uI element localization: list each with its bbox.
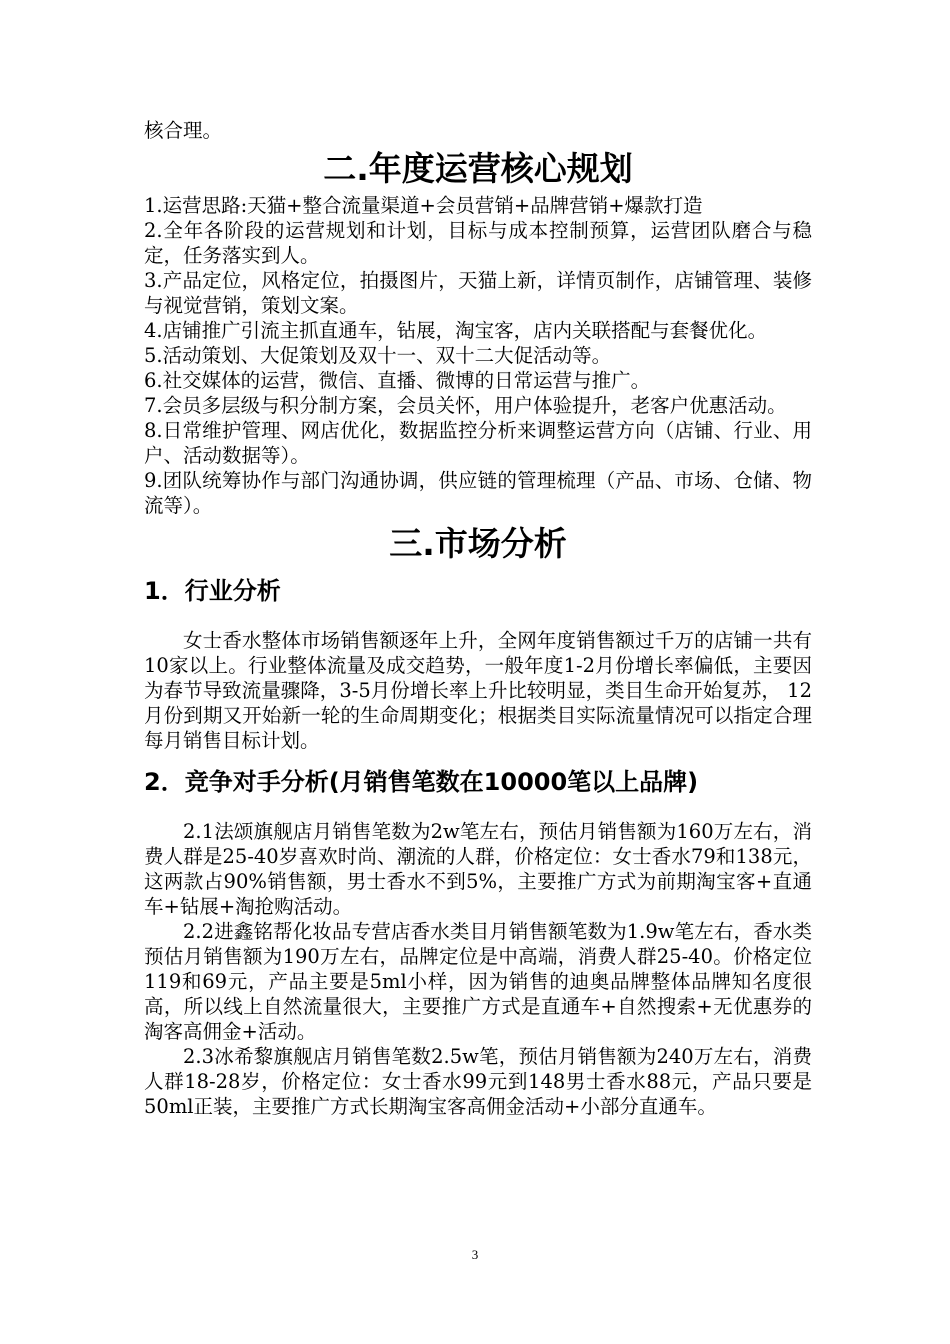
competitor-para-1: 2.1法颂旗舰店月销售笔数为2w笔左右，预估月销售额为160万左右，消费人群是25-40岁喜欢时尚、潮流的人群，价格定位：女士香水79和138元，这两款占90%销售额，男士香水不到5%，主要推广方式为前期淘宝客+直通车+钻展+淘抢购活动。 xyxy=(144,820,812,918)
competitor-para-3: 2.3冰希黎旗舰店月销售笔数2.5w笔，预估月销售额为240万左右，消费人群18-28岁，价格定位：女士香水99元到148男士香水88元，产品只要是50ml正装，主要推广方式长期淘宝客高佣金活动+小部分直通车。 xyxy=(144,1045,812,1118)
intro-tail-text: 核合理。 xyxy=(144,119,223,142)
plan-item-9: 9.团队统筹协作与部门沟通协调，供应链的管理梳理（产品、市场、仓储、物流等）。 xyxy=(144,469,812,517)
competitor-analysis-heading: 2．竞争对手分析(月销售笔数在10000笔以上品牌) xyxy=(144,768,699,796)
plan-item-3: 3.产品定位，风格定位，拍摄图片，天猫上新，详情页制作，店铺管理、装修与视觉营销，策划文案。 xyxy=(144,269,812,317)
industry-analysis-text: 女士香水整体市场销售额逐年上升，全网年度销售额过千万的店铺一共有10家以上。行业整体流量及成交趋势，一般年度1-2月份增长率偏低，主要因为春节导致流量骤降，3-5月份增长率上升比较明显，类目生命开始复苏， 12月份到期又开始新一轮的生命周期变化；根据类目实际流量情况可以指定合理每月销售目标计划。 xyxy=(144,629,812,752)
plan-item-2: 2.全年各阶段的运营规划和计划，目标与成本控制预算，运营团队磨合与稳定，任务落实到人。 xyxy=(144,219,812,267)
plan-item-8: 8.日常维护管理、网店优化，数据监控分析来调整运营方向（店铺、行业、用户、活动数据等）。 xyxy=(144,419,812,467)
plan-item-4: 4.店铺推广引流主抓直通车，钻展，淘宝客，店内关联搭配与套餐优化。 xyxy=(144,319,768,342)
page-number: 3 xyxy=(471,1247,479,1262)
plan-item-7: 7.会员多层级与积分制方案，会员关怀，用户体验提升，老客户优惠活动。 xyxy=(144,394,787,417)
competitor-para-2: 2.2进鑫铭帮化妆品专营店香水类目月销售额笔数为1.9w笔左右，香水类预估月销售额为190万左右，品牌定位是中高端，消费人群25-40。价格定位119和69元，产品主要是5ml小样，因为销售的迪奥品牌整体品牌知名度很高，所以线上自然流量很大，主要推广方式是直通车+自然搜索+无优惠券的淘客高佣金+活动。 xyxy=(144,920,812,1043)
document-page xyxy=(144,118,812,1119)
section2-heading: 二.年度运营核心规划 xyxy=(323,149,633,188)
plan-item-1: 1.运营思路:天猫+整合流量渠道+会员营销+品牌营销+爆款打造 xyxy=(144,194,703,217)
plan-item-6: 6.社交媒体的运营，微信、直播、微博的日常运营与推广。 xyxy=(144,369,651,392)
plan-item-5: 5.活动策划、大促策划及双十一、双十二大促活动等。 xyxy=(144,344,612,367)
section3-heading: 三.市场分析 xyxy=(389,524,567,563)
industry-analysis-heading: 1．行业分析 xyxy=(144,577,281,605)
